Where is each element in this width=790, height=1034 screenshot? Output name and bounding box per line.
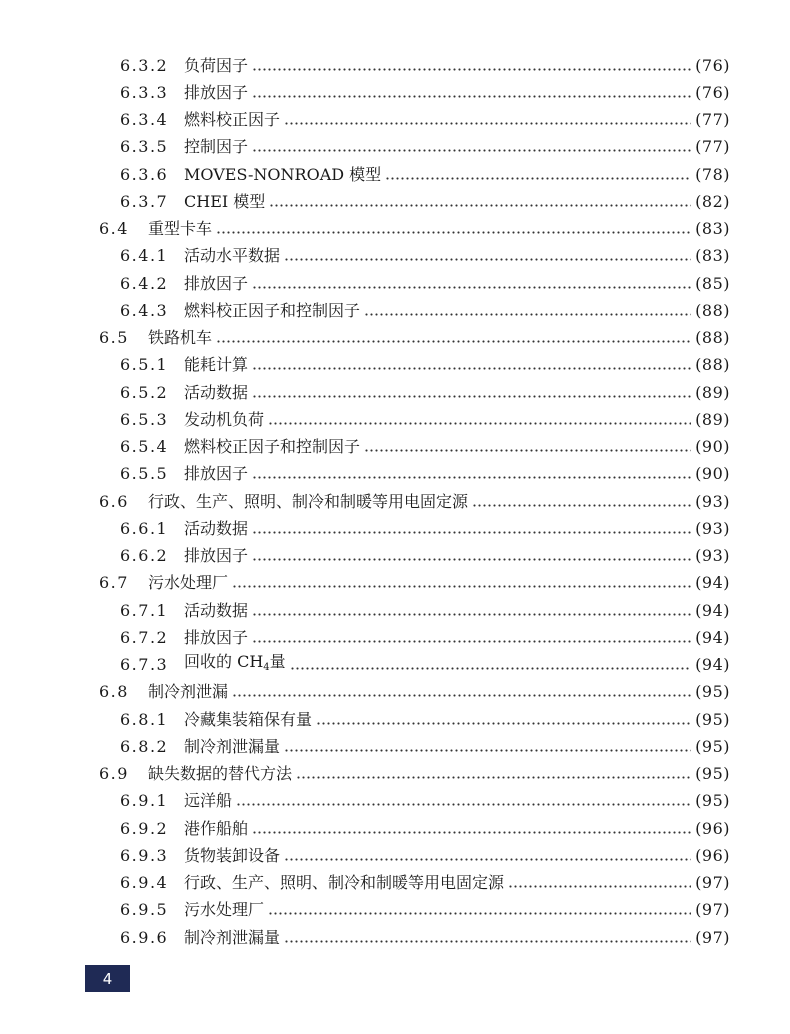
toc-dot-leader	[252, 83, 691, 103]
toc-entry-number: 6.3.6	[120, 164, 169, 184]
toc-entry-page: (97)	[695, 873, 730, 893]
toc-subsection-entry[interactable]	[0, 597, 790, 624]
toc-subsection-entry[interactable]	[0, 379, 790, 406]
toc-entry-title-text: 回收的 CH	[184, 652, 264, 672]
toc-dot-leader	[290, 655, 691, 675]
toc-subsection-entry[interactable]	[0, 434, 790, 461]
toc-dot-leader	[284, 737, 691, 757]
toc-entry-page: (83)	[695, 219, 730, 239]
toc-dot-leader	[216, 328, 691, 348]
toc-dot-leader	[252, 464, 691, 484]
toc-entry-title: MOVES-NONROAD 模型	[184, 164, 382, 184]
toc-entry-page: (90)	[695, 464, 730, 484]
toc-subsection-entry[interactable]	[0, 897, 790, 924]
toc-entry-number: 6.9.5	[120, 900, 169, 920]
toc-entry-number: 6.3.2	[120, 55, 169, 75]
toc-subsection-entry[interactable]	[0, 706, 790, 733]
toc-dot-leader	[296, 764, 691, 784]
toc-entry-title: 发动机负荷	[184, 409, 265, 429]
toc-entry-title: 活动数据	[184, 382, 249, 402]
toc-dot-leader	[268, 410, 691, 430]
toc-entry-number: 6.6.1	[120, 518, 169, 538]
toc-entry-title: 行政、生产、照明、制冷和制暖等用电固定源	[148, 491, 469, 511]
toc-section-entry[interactable]	[0, 761, 790, 788]
toc-entry-number: 6.5.1	[120, 355, 169, 375]
toc-entry-title: 排放因子	[184, 627, 249, 647]
toc-entry-page: (88)	[695, 300, 730, 320]
toc-section-entry[interactable]	[0, 488, 790, 515]
toc-dot-leader	[252, 819, 691, 839]
toc-entry-title: 燃料校正因子和控制因子	[184, 300, 361, 320]
toc-entry-number: 6.4.3	[120, 300, 169, 320]
toc-entry-title: 制冷剂泄漏	[148, 682, 229, 702]
toc-entry-title: 制冷剂泄漏量	[184, 736, 281, 756]
toc-dot-leader	[252, 546, 691, 566]
toc-entry-number: 6.4	[99, 219, 129, 239]
toc-entry-page: (83)	[695, 246, 730, 266]
toc-entry-number: 6.5.4	[120, 437, 169, 457]
toc-dot-leader	[364, 301, 691, 321]
toc-section-entry[interactable]	[0, 679, 790, 706]
page-number: 4	[102, 969, 113, 988]
page-number-badge	[85, 965, 130, 992]
table-of-contents	[0, 52, 790, 951]
toc-dot-leader	[284, 110, 691, 130]
toc-entry-page: (95)	[695, 764, 730, 784]
toc-entry-page: (93)	[695, 491, 730, 511]
toc-subsection-entry[interactable]	[0, 270, 790, 297]
toc-dot-leader	[268, 900, 691, 920]
toc-entry-page: (96)	[695, 845, 730, 865]
toc-entry-title: 活动水平数据	[184, 246, 281, 266]
toc-section-entry[interactable]	[0, 216, 790, 243]
toc-subsection-entry[interactable]	[0, 52, 790, 79]
toc-entry-title: 燃料校正因子	[184, 110, 281, 130]
toc-entry-page: (88)	[695, 328, 730, 348]
toc-dot-leader	[252, 355, 691, 375]
toc-entry-title: 冷藏集装箱保有量	[184, 709, 313, 729]
toc-entry-number: 6.4.1	[120, 246, 169, 266]
toc-dot-leader	[252, 56, 691, 76]
toc-entry-number: 6.9.6	[120, 927, 169, 947]
toc-subsection-entry[interactable]	[0, 733, 790, 760]
toc-entry-title: 缺失数据的替代方法	[148, 764, 293, 784]
toc-entry-page: (78)	[695, 164, 730, 184]
toc-entry-number: 6.5.5	[120, 464, 169, 484]
toc-subsection-entry[interactable]	[0, 515, 790, 542]
toc-entry-title: 排放因子	[184, 273, 249, 293]
toc-subsection-entry[interactable]	[0, 161, 790, 188]
toc-entry-page: (94)	[695, 573, 730, 593]
toc-entry-number: 6.3.5	[120, 137, 169, 157]
toc-entry-title: 铁路机车	[148, 328, 213, 348]
toc-entry-number: 6.5.2	[120, 382, 169, 402]
toc-entry-page: (95)	[695, 682, 730, 702]
toc-entry-page: (82)	[695, 191, 730, 211]
toc-entry-page: (89)	[695, 409, 730, 429]
toc-entry-number: 6.7.1	[120, 600, 169, 620]
toc-dot-leader	[232, 682, 691, 702]
toc-dot-leader	[252, 383, 691, 403]
toc-section-entry[interactable]	[0, 325, 790, 352]
toc-entry-number: 6.8.2	[120, 736, 169, 756]
toc-subsection-entry[interactable]	[0, 134, 790, 161]
toc-entry-number: 6.7	[99, 573, 129, 593]
toc-subsection-entry[interactable]	[0, 842, 790, 869]
toc-entry-title: 重型卡车	[148, 219, 213, 239]
toc-entry-title: 控制因子	[184, 137, 249, 157]
toc-entry-page: (77)	[695, 137, 730, 157]
toc-subsection-entry[interactable]	[0, 297, 790, 324]
toc-entry-page: (97)	[695, 927, 730, 947]
toc-entry-title: 制冷剂泄漏量	[184, 927, 281, 947]
toc-dot-leader	[252, 137, 691, 157]
toc-entry-number: 6.6	[99, 491, 129, 511]
toc-entry-title-suffix: 量	[269, 652, 286, 672]
toc-entry-page: (76)	[695, 82, 730, 102]
toc-dot-leader	[269, 192, 691, 212]
toc-dot-leader	[252, 601, 691, 621]
toc-entry-page: (76)	[695, 55, 730, 75]
toc-entry-title: 负荷因子	[184, 55, 249, 75]
toc-entry-number: 6.3.3	[120, 82, 169, 102]
toc-dot-leader	[252, 274, 691, 294]
toc-dot-leader	[316, 710, 691, 730]
toc-entry-number: 6.6.2	[120, 546, 169, 566]
toc-entry-number: 6.9	[99, 764, 129, 784]
toc-subsection-entry[interactable]	[0, 243, 790, 270]
toc-dot-leader	[364, 437, 691, 457]
toc-entry-number: 6.4.2	[120, 273, 169, 293]
toc-dot-leader	[284, 246, 691, 266]
toc-entry-page: (94)	[695, 627, 730, 647]
toc-entry-title: 港作船舶	[184, 818, 249, 838]
toc-entry-title: 排放因子	[184, 546, 249, 566]
toc-subsection-entry[interactable]	[0, 624, 790, 651]
toc-dot-leader	[472, 492, 691, 512]
toc-entry-page: (90)	[695, 437, 730, 457]
toc-dot-leader	[232, 573, 691, 593]
toc-dot-leader	[284, 928, 691, 948]
toc-entry-title: 货物装卸设备	[184, 845, 281, 865]
toc-entry-page: (97)	[695, 900, 730, 920]
toc-section-entry[interactable]	[0, 570, 790, 597]
toc-dot-leader	[252, 628, 691, 648]
toc-entry-number: 6.9.4	[120, 873, 169, 893]
toc-entry-number: 6.3.7	[120, 191, 169, 211]
toc-entry-title: 污水处理厂	[184, 900, 265, 920]
toc-subsection-entry[interactable]	[0, 924, 790, 951]
toc-entry-title: CHEI 模型	[184, 191, 266, 211]
toc-entry-page: (93)	[695, 518, 730, 538]
toc-entry-number: 6.9.2	[120, 818, 169, 838]
toc-entry-number: 6.9.1	[120, 791, 169, 811]
toc-subsection-entry[interactable]	[0, 788, 790, 815]
toc-entry-title: 能耗计算	[184, 355, 249, 375]
toc-entry-page: (77)	[695, 110, 730, 130]
toc-subsection-entry[interactable]	[0, 461, 790, 488]
toc-entry-page: (94)	[695, 655, 730, 675]
toc-entry-page: (88)	[695, 355, 730, 375]
toc-dot-leader	[236, 791, 691, 811]
toc-entry-number: 6.3.4	[120, 110, 169, 130]
toc-entry-page: (95)	[695, 791, 730, 811]
toc-entry-title: 活动数据	[184, 518, 249, 538]
toc-subsection-entry[interactable]	[0, 352, 790, 379]
toc-subsection-entry[interactable]	[0, 815, 790, 842]
toc-subsection-entry[interactable]	[0, 79, 790, 106]
toc-subsection-entry[interactable]	[0, 406, 790, 433]
toc-entry-title: 排放因子	[184, 82, 249, 102]
toc-entry-page: (95)	[695, 736, 730, 756]
toc-entry-title: 污水处理厂	[148, 573, 229, 593]
toc-subsection-entry[interactable]	[0, 652, 790, 679]
toc-entry-page: (95)	[695, 709, 730, 729]
toc-dot-leader	[284, 846, 691, 866]
toc-entry-number: 6.8.1	[120, 709, 169, 729]
toc-subsection-entry[interactable]	[0, 188, 790, 215]
toc-entry-title	[184, 652, 286, 678]
toc-entry-title-subscript: 4	[263, 662, 270, 674]
toc-dot-leader	[385, 165, 691, 185]
toc-entry-page: (89)	[695, 382, 730, 402]
toc-subsection-entry[interactable]	[0, 107, 790, 134]
toc-entry-title: 远洋船	[184, 791, 233, 811]
toc-entry-title: 行政、生产、照明、制冷和制暖等用电固定源	[184, 873, 505, 893]
toc-entry-page: (85)	[695, 273, 730, 293]
toc-entry-number: 6.7.3	[120, 655, 169, 675]
toc-dot-leader	[216, 219, 691, 239]
toc-entry-number: 6.7.2	[120, 627, 169, 647]
toc-entry-title: 排放因子	[184, 464, 249, 484]
toc-subsection-entry[interactable]	[0, 543, 790, 570]
toc-entry-title: 燃料校正因子和控制因子	[184, 437, 361, 457]
toc-entry-page: (94)	[695, 600, 730, 620]
toc-entry-number: 6.5.3	[120, 409, 169, 429]
toc-dot-leader	[508, 873, 691, 893]
toc-entry-number: 6.5	[99, 328, 129, 348]
toc-dot-leader	[252, 519, 691, 539]
toc-entry-page: (93)	[695, 546, 730, 566]
toc-entry-number: 6.8	[99, 682, 129, 702]
toc-entry-number: 6.9.3	[120, 845, 169, 865]
toc-entry-page: (96)	[695, 818, 730, 838]
toc-subsection-entry[interactable]	[0, 870, 790, 897]
toc-entry-title: 活动数据	[184, 600, 249, 620]
